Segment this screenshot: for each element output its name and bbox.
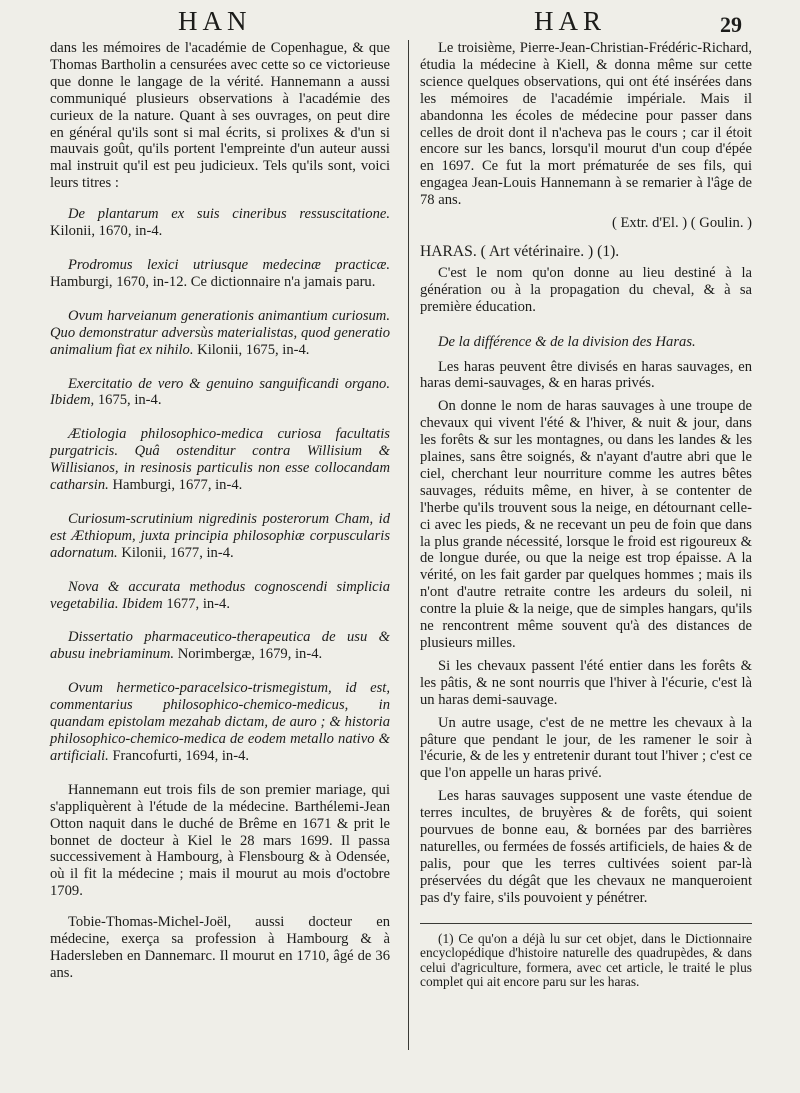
work-entry xyxy=(50,680,390,765)
work-entry xyxy=(50,376,390,410)
work-entry xyxy=(50,629,390,663)
second-son-paragraph: Tobie-Thomas-Michel-Joël, aussi docteur en médecine, exerça sa profession à Hambourg & à Hadersleben en Dannemarc. Il mourut en 1710, âgé de 36 ans. xyxy=(50,914,390,981)
work-entry xyxy=(50,579,390,613)
work-imprint: 1675, in-4. xyxy=(97,392,162,409)
work-imprint: Hamburgi, 1670, in-12. Ce dictionnaire n'a jamais paru. xyxy=(50,273,376,290)
body-paragraph: Les haras sauvages supposent une vaste étendue de terres incultes, de bruyères & de forêts, qui soient pourvues de bonne eau, & bornées par des barrières naturelles, ou fermées de fossés artificiels, de haies & de palis, pour que les terres cultivées soient par-là préservées du dégât que les chevaux ne manqueroient pas d'y faire, s'ils pouvoient y pénétrer. xyxy=(420,788,752,906)
third-son-paragraph: Le troisième, Pierre-Jean-Christian-Frédéric-Richard, étudia la médecine à Kiell, & donna même sur cette science quelques observations, qui ont été insérées dans les mémoires de l'académie impériale. Mais il abandonna les écoles de médecine pour passer dans celles de droit dont il n'acheva pas le cours ; car il étoit encore sur les bancs, lorsqu'il mourut d'un coup d'épée en 1697. Ce fut la mort prématurée de ses fils, qui engagea Jean-Louis Hannemann à se remarier à l'âge de 78 ans. xyxy=(420,40,752,209)
work-title: Curiosum-scrutinium nigredinis posterorum Cham, id est Æthiopum, juxta principia philosophiæ corpuscularis adornatum. xyxy=(50,510,390,561)
body-paragraph: Un autre usage, c'est de ne mettre les chevaux à la pâture que pendant le jour, de les ramener le soir à l'écurie, & de les y entretenir durant tout l'hiver ; c'est ce que l'on appelle un haras privé. xyxy=(420,714,752,782)
work-imprint: Kilonii, 1670, in-4. xyxy=(50,223,163,240)
work-entry xyxy=(50,308,390,359)
work-title: Dissertatio pharmaceutico-therapeutica de usu & abusu inebriaminum. xyxy=(50,629,390,663)
intro-paragraph: dans les mémoires de l'académie de Copenhague, & que Thomas Bartholin a censurées avec cette so ce victorieuse que donne le langage de la vérité. Hannemann a aussi communiqué plusieurs observations à l'académie des curieux de la nature. Quant à ses ouvrages, on peut dire en général qu'ils sont si mal écrits, si prolixes & d'un si mauvais goût, qu'ils portent l'empreinte d'un auteur aussi mal instruit qu'il est peu judicieux. Tels qu'ils sont, voici leurs titres : xyxy=(50,40,390,192)
column-divider xyxy=(408,40,409,1050)
page-number: 29 xyxy=(720,12,742,37)
work-title: Ætiologia philosophico-medica curiosa facultatis purgatricis. Quâ ostenditur contra Willisium & Willisianos, in resinosis particulis non esse collocandam catharsin. xyxy=(50,426,390,494)
body-paragraph: Si les chevaux passent l'été entier dans les forêts & les pâtis, & ne sont nourris que l'hiver à l'écurie, c'est là un haras demi-sauvage. xyxy=(420,657,752,708)
work-imprint: Hamburgi, 1677, in-4. xyxy=(112,477,243,494)
header-right-word: HAR xyxy=(534,6,607,36)
work-imprint: Francofurti, 1694, in-4. xyxy=(112,747,250,764)
definition-paragraph: C'est le nom qu'on donne au lieu destiné à la génération ou à la propagation du cheval, & à sa première éducation. xyxy=(420,264,752,315)
running-header xyxy=(0,6,800,40)
work-entry xyxy=(50,257,390,291)
work-title: Exercitatio de vero & genuino sanguificandi organo. Ibidem, xyxy=(50,375,390,409)
section-title: De la différence & de la division des Haras. xyxy=(438,333,696,350)
header-left-word: HAN xyxy=(178,6,252,36)
footnote: (1) Ce qu'on a déjà lu sur cet objet, dans le Dictionnaire encyclopédique d'histoire naturelle des quadrupèdes, & dans celui d'agriculture, formera, avec cet article, le traité le plus complet qui ait encore paru sur les haras. xyxy=(420,930,752,990)
footnote-rule xyxy=(420,923,752,924)
work-imprint: Kilonii, 1677, in-4. xyxy=(121,544,234,561)
body-paragraph: Les haras peuvent être divisés en haras sauvages, en haras demi-sauvages, & en haras privés. xyxy=(420,358,752,392)
work-title: Nova & accurata methodus cognoscendi simplicia vegetabilia. Ibidem xyxy=(50,578,390,612)
work-title: Ovum hermetico-paracelsico-trismegistum, id est, commentarius philosophico-chemico-medicus, in quandam epistolam mezahab dictam, de auro ; & historia philosophico-chemico-medica de eodem metallo nativo & artificiali. xyxy=(50,680,390,764)
work-imprint: 1677, in-4. xyxy=(166,595,230,612)
right-column xyxy=(420,40,752,990)
work-title: Ovum harveianum generationis animantium curiosum. Quo demonstratur adversùs materialistas, quod generatio animalium fiat ex nihilo. xyxy=(50,307,390,358)
sons-paragraph: Hannemann eut trois fils de son premier mariage, qui s'appliquèrent à l'étude de la médecine. Barthélemi-Jean Otton naquit dans le duché de Brême en 1671 & prit le bonnet de docteur à Kiel le 28 mars 1699. Il passa successivement à Hambourg, à Flensbourg & à Odensée, où il fit la médecine ; mais il mourut au mois d'octobre 1709. xyxy=(50,781,390,900)
work-entry xyxy=(50,426,390,494)
body-paragraph: On donne le nom de haras sauvages à une troupe de chevaux qui vivent l'été & l'hiver, & nuit & jour, dans les forêts & sur les montagnes, ou dans les landes & les plaines, sans être soignés, & n'ayant d'autre abri que le ciel, cherchant leur nourriture comme les autres bêtes sauvages, réduits même, en hiver, à se contenter de l'herbe qu'ils trouvent sous la neige, en détournant celle-ci avec les pieds, & ne recevant un peu de foin que dans la plus grande nécessité, lorsque le froid est rigoureux & de longue durée, ou que la neige est trop épaisse. A la vérité, on les fait garder par quelques hommes ; mais ils n'ont d'autre retraite contre les ardeurs du soleil, ni contre la pluie & la neige, que de simples hangars, qu'ils ne rencontrent même souvent qu'à des distances de plusieurs milles. xyxy=(420,398,752,651)
work-imprint: Norimbergæ, 1679, in-4. xyxy=(177,646,323,663)
work-entry xyxy=(50,206,390,240)
left-column xyxy=(50,40,390,982)
article-title: HARAS. ( Art vétérinaire. ) (1). xyxy=(420,242,620,260)
attribution: ( Extr. d'El. ) ( Goulin. ) xyxy=(611,215,752,232)
work-entry xyxy=(50,511,390,562)
work-title: De plantarum ex suis cineribus ressuscitatione. xyxy=(68,206,390,223)
work-title: Prodromus lexici utriusque medecinæ practicæ. xyxy=(68,256,390,273)
work-imprint: Kilonii, 1675, in-4. xyxy=(197,341,310,358)
